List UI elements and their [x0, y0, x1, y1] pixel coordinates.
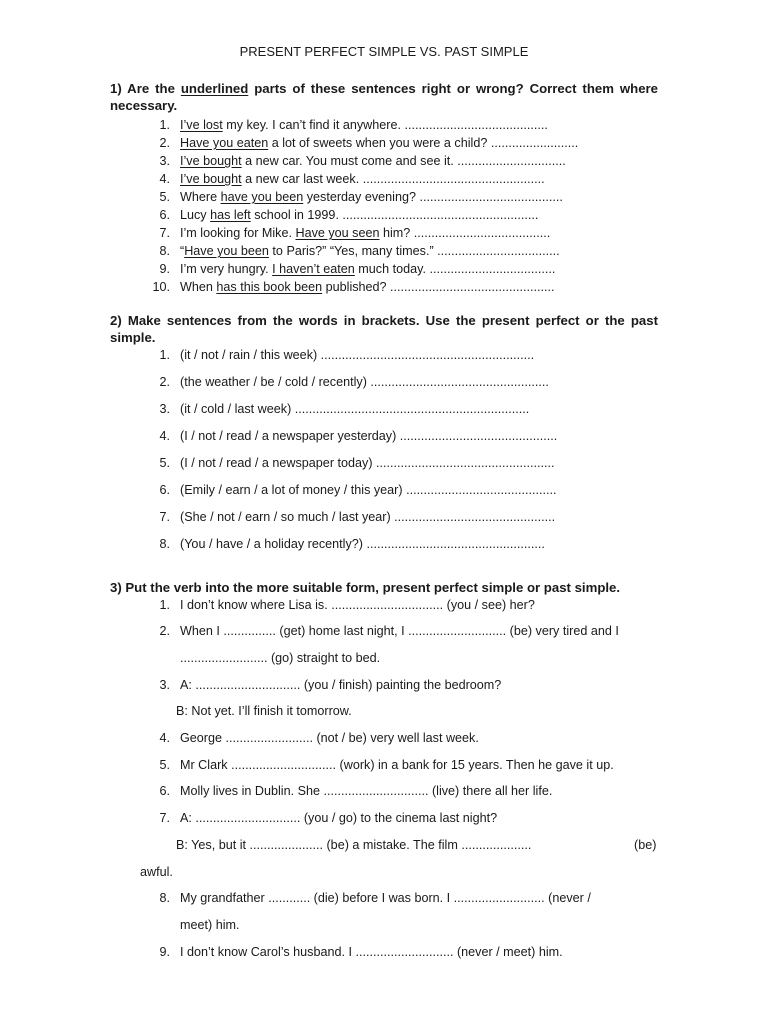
item-continuation-right: (be) [634, 838, 657, 852]
item-text: George ......................... (not / be) very well last week. [180, 731, 479, 745]
list-item [110, 224, 670, 242]
underlined-part: I’ve bought [180, 154, 242, 168]
item-number: 7. [159, 226, 170, 240]
heading-text: 1) Are the [110, 81, 181, 96]
item-number: 4. [159, 731, 170, 745]
item-number: 8. [159, 537, 170, 551]
item-number: 7. [159, 811, 170, 825]
item-number: 4. [159, 429, 170, 443]
sentence-start: Lucy [180, 208, 211, 222]
list-item [110, 152, 670, 170]
item-text [180, 278, 555, 296]
item-text: (it / not / rain / this week) ............................................................. [180, 348, 535, 362]
item-number: 2. [159, 624, 170, 638]
list-item [110, 676, 670, 694]
item-number: 10. [152, 280, 170, 294]
item-text: Molly lives in Dublin. She .............................. (live) there all her life. [180, 784, 553, 798]
item-text: A: .............................. (you / finish) painting the bedroom? [180, 678, 502, 692]
list-item [110, 116, 670, 134]
item-text [180, 116, 548, 134]
item-number: 1. [159, 598, 170, 612]
list-item [110, 729, 670, 747]
item-text: My grandfather ............ (die) before I was born. I .......................... (never / [180, 891, 591, 905]
item-continuation: meet) him. [180, 918, 240, 932]
list-item [110, 535, 670, 553]
item-text [180, 260, 555, 278]
sentence-start: When [180, 280, 217, 294]
item-text: (You / have / a holiday recently?) ................................................... [180, 537, 545, 551]
list-item [110, 170, 670, 188]
sentence-rest: a new car last week. .................................................... [241, 172, 545, 186]
item-number: 9. [159, 262, 170, 276]
list-item [110, 943, 670, 961]
list-item [110, 889, 670, 907]
item-text [180, 152, 566, 170]
list-item [110, 596, 670, 614]
item-text: (Emily / earn / a lot of money / this year) ........................................... [180, 483, 557, 497]
sentence-rest: my key. I can’t find it anywhere. ......................................... [222, 118, 548, 132]
sentence-rest: yesterday evening? ......................................... [303, 190, 563, 204]
item-text: I don’t know where Lisa is. ................................ (you / see) her? [180, 598, 535, 612]
item-number: 9. [159, 945, 170, 959]
list-item [110, 756, 670, 774]
list-item [110, 373, 670, 391]
item-text: I don’t know Carol’s husband. I ............................ (never / meet) him. [180, 945, 563, 959]
item-continuation: awful. [140, 865, 173, 879]
item-text [180, 188, 563, 206]
item-number: 5. [159, 190, 170, 204]
item-continuation: ......................... (go) straight to bed. [180, 651, 381, 665]
list-item [110, 278, 670, 296]
item-number: 8. [159, 891, 170, 905]
sentence-rest: published? ............................................... [322, 280, 555, 294]
list-item [110, 622, 670, 640]
list-item [110, 206, 670, 224]
item-text: When I ............... (get) home last night, I ............................ (be) very tired and I [180, 624, 619, 638]
item-text: Mr Clark .............................. (work) in a bank for 15 years. Then he gave it up. [180, 758, 614, 772]
list-item [110, 260, 670, 278]
sentence-rest: a lot of sweets when you were a child? ......................... [268, 136, 579, 150]
list-item [110, 782, 670, 800]
underlined-part: I’ve lost [180, 118, 223, 132]
item-number: 1. [159, 348, 170, 362]
list-item [110, 242, 670, 260]
section2-heading: 2) Make sentences from the words in brackets. Use the present perfect or the past simple. [110, 313, 658, 345]
item-text [180, 134, 578, 152]
document-title: PRESENT PERFECT SIMPLE VS. PAST SIMPLE [239, 44, 529, 59]
list-item [110, 134, 670, 152]
item-number: 3. [159, 402, 170, 416]
sentence-start: “ [180, 244, 185, 258]
list-item [110, 454, 670, 472]
underlined-part: Have you seen [295, 226, 380, 240]
list-item [110, 400, 670, 418]
item-number: 3. [159, 678, 170, 692]
item-number: 2. [159, 375, 170, 389]
sentence-rest: him? ....................................... [379, 226, 551, 240]
underlined-part: Have you been [184, 244, 269, 258]
list-item [110, 481, 670, 499]
item-number: 4. [159, 172, 170, 186]
underlined-part: has left [210, 208, 251, 222]
item-text: (it / cold / last week) ................................................................... [180, 402, 530, 416]
item-number: 5. [159, 758, 170, 772]
item-text [180, 224, 550, 242]
item-number: 8. [159, 244, 170, 258]
item-text [180, 170, 545, 188]
item-number: 2. [159, 136, 170, 150]
item-number: 3. [159, 154, 170, 168]
list-item [110, 427, 670, 445]
item-text: (the weather / be / cold / recently) ................................................... [180, 375, 549, 389]
heading-underlined-word: underlined [180, 81, 249, 96]
sentence-start: Where [180, 190, 221, 204]
section1-heading [110, 80, 658, 114]
item-number: 5. [159, 456, 170, 470]
list-item [110, 346, 670, 364]
item-text: (She / not / earn / so much / last year) .............................................. [180, 510, 556, 524]
heading-text: parts of these sentences right or wrong? Correct them where necessary. [110, 81, 659, 113]
item-continuation: B: Yes, but it ..................... (be) a mistake. The film .................... [176, 838, 532, 852]
sentence-start: I’m very hungry. [180, 262, 273, 276]
item-continuation: B: Not yet. I’ll finish it tomorrow. [176, 704, 352, 718]
sentence-rest: a new car. You must come and see it. ............................... [241, 154, 566, 168]
item-number: 6. [159, 784, 170, 798]
item-number: 6. [159, 483, 170, 497]
section3-heading: 3) Put the verb into the more suitable form, present perfect simple or past simple. [110, 580, 621, 595]
list-item [110, 809, 670, 827]
item-number: 7. [159, 510, 170, 524]
item-number: 6. [159, 208, 170, 222]
list-item [110, 508, 670, 526]
underlined-part: I’ve bought [180, 172, 242, 186]
item-text: (I / not / read / a newspaper today) ................................................... [180, 456, 555, 470]
underlined-part: I haven’t eaten [272, 262, 355, 276]
sentence-rest: school in 1999. ........................................................ [250, 208, 539, 222]
item-text: A: .............................. (you / go) to the cinema last night? [180, 811, 498, 825]
sentence-rest: to Paris?” “Yes, many times.” ................................... [268, 244, 560, 258]
item-text: (I / not / read / a newspaper yesterday) ............................................. [180, 429, 558, 443]
item-text [180, 242, 560, 260]
sentence-start: I’m looking for Mike. [180, 226, 296, 240]
item-text [180, 206, 538, 224]
underlined-part: has this book been [216, 280, 323, 294]
sentence-rest: much today. .................................... [354, 262, 556, 276]
underlined-part: have you been [220, 190, 304, 204]
item-number: 1. [159, 118, 170, 132]
underlined-part: Have you eaten [180, 136, 269, 150]
list-item [110, 188, 670, 206]
